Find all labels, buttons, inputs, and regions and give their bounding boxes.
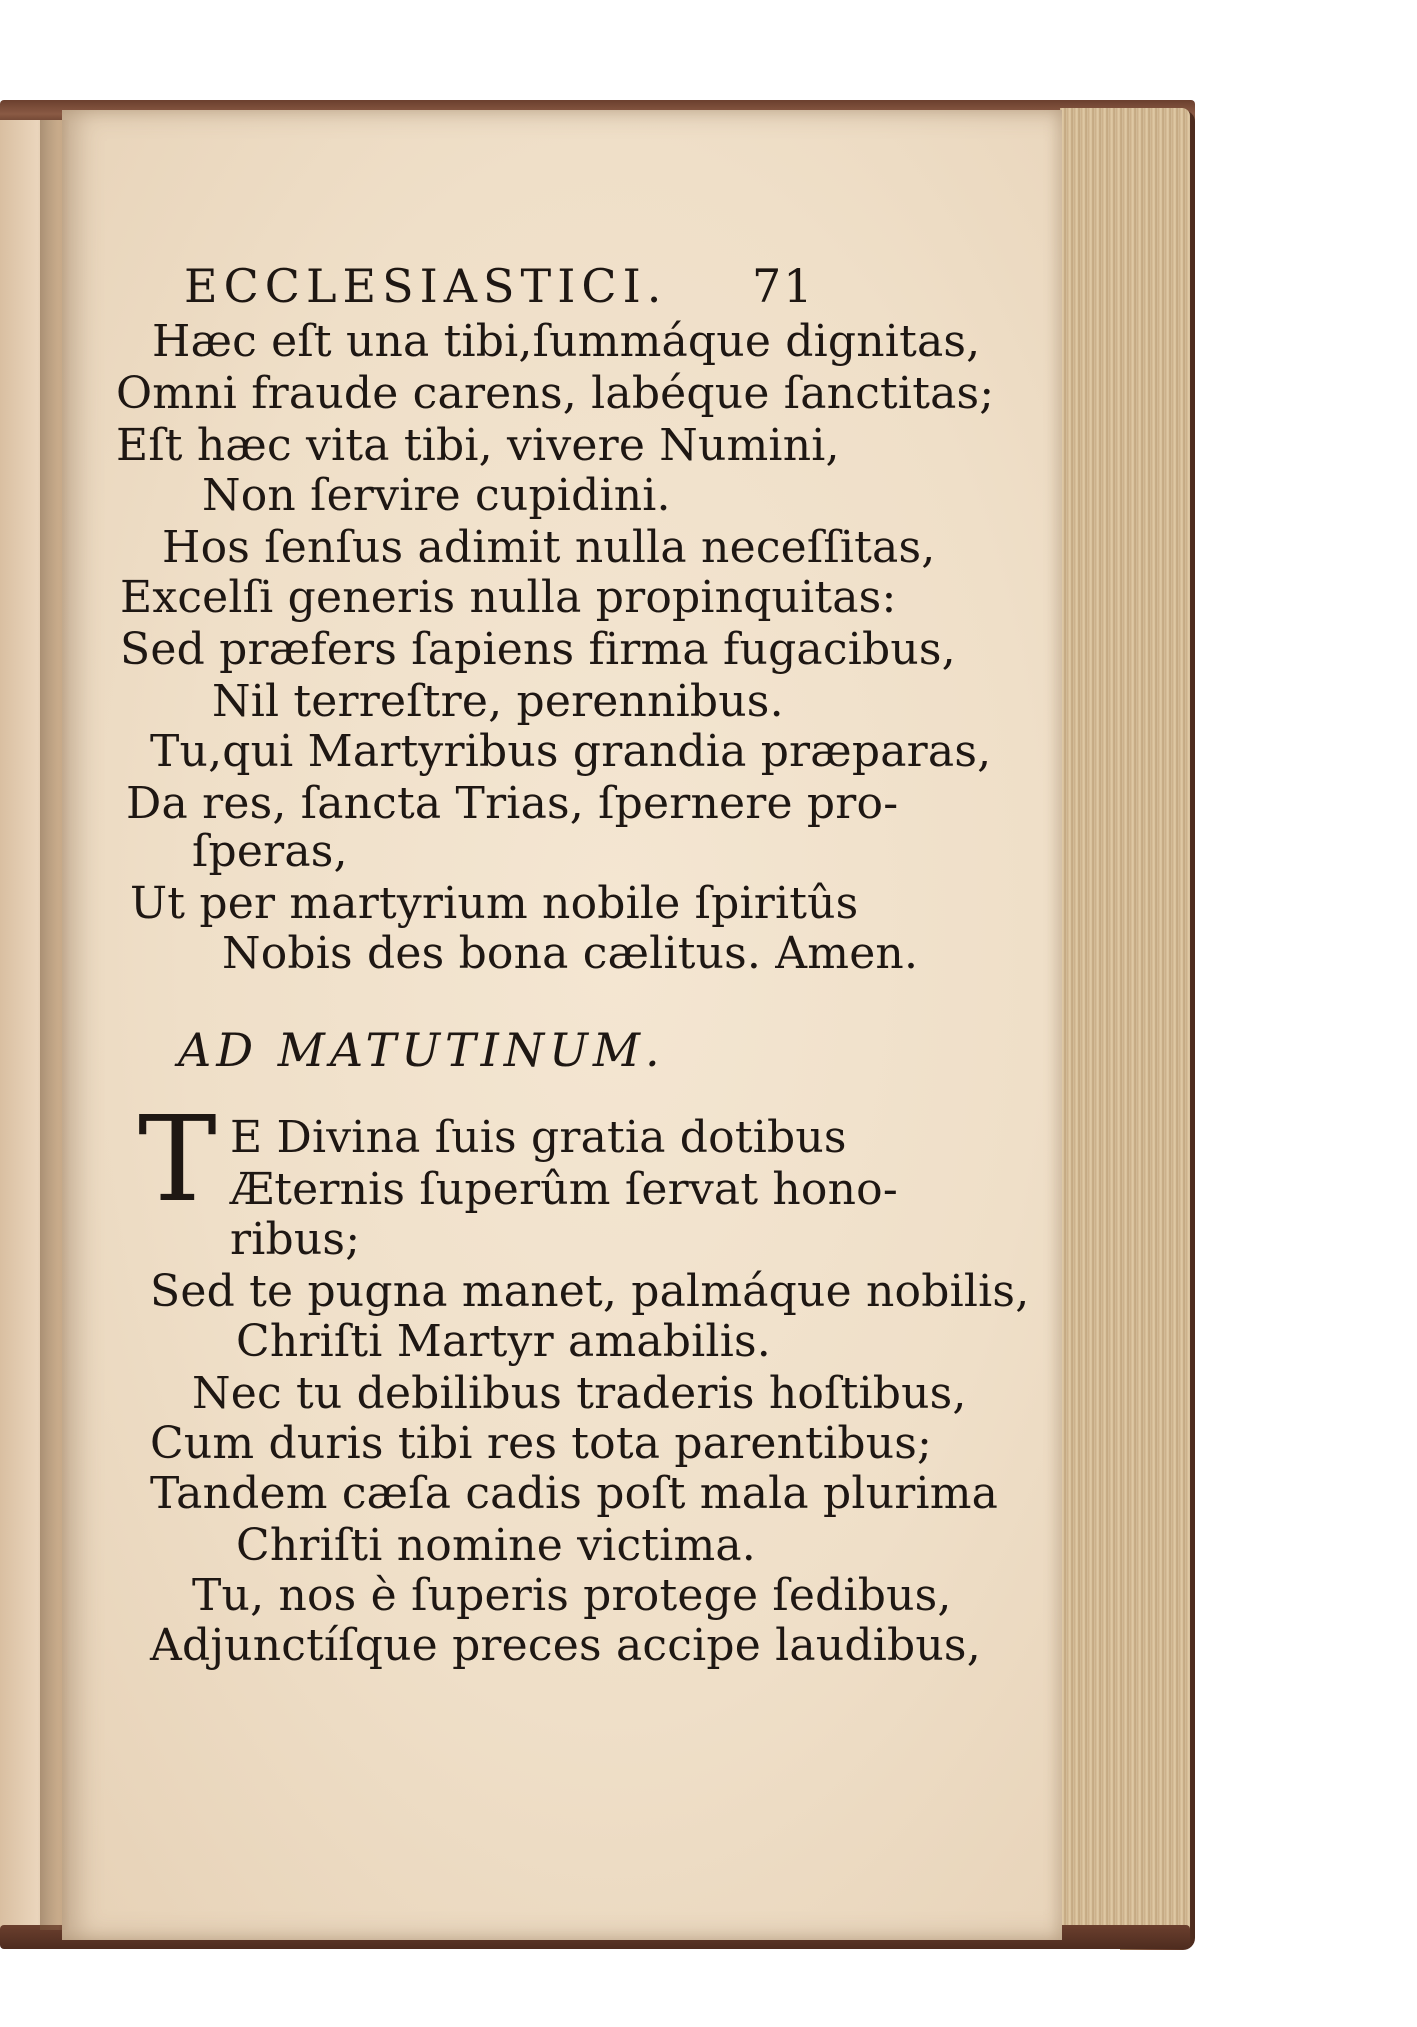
hymn-line: Sed te pugna manet, palmáque nobilis, xyxy=(150,1266,1030,1317)
hymn-line: Cum duris tibi res tota parentibus; xyxy=(150,1418,933,1469)
hymn-line: Sed præfers ſapiens firma fugacibus, xyxy=(120,624,956,675)
hymn-line: Ut per martyrium nobile ſpiritûs xyxy=(130,878,859,929)
hymn-line: ſperas, xyxy=(192,826,348,877)
hymn-line: Hæc eſt una tibi,ſummáque dignitas, xyxy=(152,316,981,367)
hymn-line: Hos ſenſus adimit nulla neceſſitas, xyxy=(162,522,936,573)
hymn-line: Æternis ſuperûm ſervat hono- xyxy=(230,1164,898,1215)
hymn-line: Non ſervire cupidini. xyxy=(202,470,671,521)
hymn-line: E Divina ſuis gratia dotibus xyxy=(230,1112,847,1163)
hymn-line: Adjunctíſque preces accipe laudibus, xyxy=(150,1620,981,1671)
hymn-line: Eſt hæc vita tibi, vivere Numini, xyxy=(116,420,840,471)
section-heading: AD MATUTINUM. xyxy=(178,1023,665,1077)
running-head-title: ECCLESIASTICI. xyxy=(184,259,668,313)
hymn-line: Excelſi generis nulla propinquitas: xyxy=(120,572,897,623)
hymn-line: ribus; xyxy=(230,1214,361,1265)
page-stack-edges xyxy=(1060,108,1190,1948)
page-text xyxy=(62,110,1062,1940)
hymn-line: Tandem cæſa cadis poſt mala plurima xyxy=(150,1468,999,1519)
hymn-line: Nil terreſtre, perennibus. xyxy=(212,676,784,727)
hymn-line: Nobis des bona cælitus. Amen. xyxy=(222,928,919,979)
hymn-line: Chriſti nomine victima. xyxy=(236,1520,756,1571)
hymn-line: Tu,qui Martyribus grandia præparas, xyxy=(150,726,992,777)
hymn-line: Chriſti Martyr amabilis. xyxy=(236,1316,771,1367)
drop-cap: T xyxy=(138,1090,217,1228)
hymn-line: Tu, nos è ſuperis protege ſedibus, xyxy=(192,1570,952,1621)
page-number: 71 xyxy=(752,259,815,313)
hymn-line: Da res, ſancta Trias, ſpernere pro- xyxy=(126,778,899,829)
hymn-line: Nec tu debilibus traderis hoſtibus, xyxy=(192,1368,967,1419)
hymn-line: Omni fraude carens, labéque ſanctitas; xyxy=(116,368,995,419)
